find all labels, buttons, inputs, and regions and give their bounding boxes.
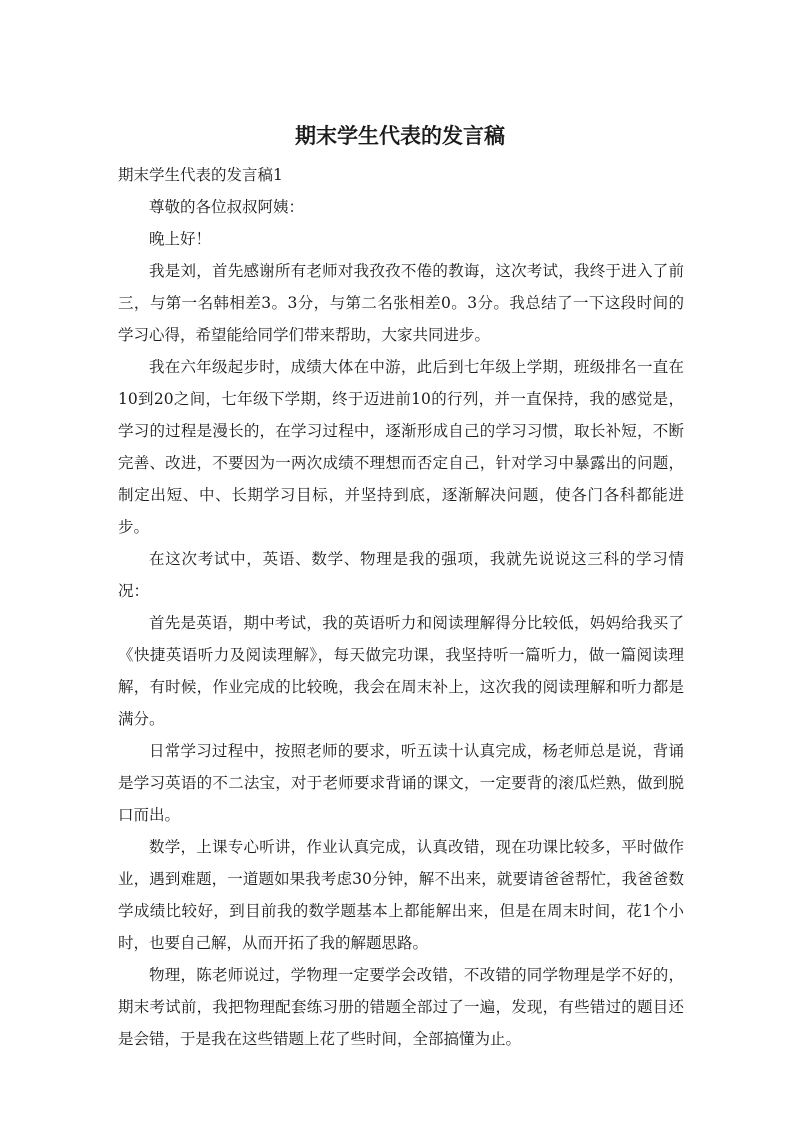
paragraph-math: 数学，上课专心听讲，作业认真完成，认真改错，现在功课比较多，平时做作业，遇到难题，一道题如果我考虑30分钟，解不出来，就要请爸爸帮忙，我爸爸数学成绩比较好，到目前我的数学题基本上都能解出来，但是在周末时间，花1个小时，也要自己解，从而开拓了我的解题思路。 xyxy=(118,838,684,952)
greeting: 晚上好！ xyxy=(149,230,212,248)
document-title: 期末学生代表的发言稿 xyxy=(295,124,505,148)
section-heading: 期末学生代表的发言稿1 xyxy=(118,166,283,184)
document-body xyxy=(118,159,684,1055)
paragraph-intro: 我是刘，首先感谢所有老师对我孜孜不倦的教诲，这次考试，我终于进入了前三，与第一名韩相差3。3分，与第二名张相差0。3分。我总结了一下这段时间的学习心得，希望能给同学们带来帮助，大家共同进步。 xyxy=(118,262,684,344)
paragraph-strengths: 在这次考试中，英语、数学、物理是我的强项，我就先说说这三科的学习情况： xyxy=(118,550,684,600)
paragraph-physics: 物理，陈老师说过，学物理一定要学会改错，不改错的同学物理是学不好的，期末考试前，我把物理配套练习册的错题全部过了一遍，发现，有些错过的题目还是会错，于是我在这些错题上花了些时间，全部搞懂为止。 xyxy=(118,966,684,1048)
salutation: 尊敬的各位叔叔阿姨： xyxy=(149,198,305,216)
paragraph-progress: 我在六年级起步时，成绩大体在中游，此后到七年级上学期，班级排名一直在10到20之间，七年级下学期，终于迈进前10的行列，并一直保持，我的感觉是，学习的过程是漫长的，在学习过程中，逐渐形成自己的学习习惯，取长补短，不断完善、改进，不要因为一两次成绩不理想而否定自己，针对学习中暴露出的问题，制定出短、中、长期学习目标，并坚持到底，逐渐解决问题，使各门各科都能进步。 xyxy=(118,358,684,536)
paragraph-english: 首先是英语，期中考试，我的英语听力和阅读理解得分比较低，妈妈给我买了《快捷英语听力及阅读理解》，每天做完功课，我坚持听一篇听力，做一篇阅读理解，有时候，作业完成的比较晚，我会在周末补上，这次我的阅读理解和听力都是满分。 xyxy=(118,614,684,728)
paragraph-english-daily: 日常学习过程中，按照老师的要求，听五读十认真完成，杨老师总是说，背诵是学习英语的不二法宝，对于老师要求背诵的课文，一定要背的滚瓜烂熟，做到脱口而出。 xyxy=(118,742,684,824)
